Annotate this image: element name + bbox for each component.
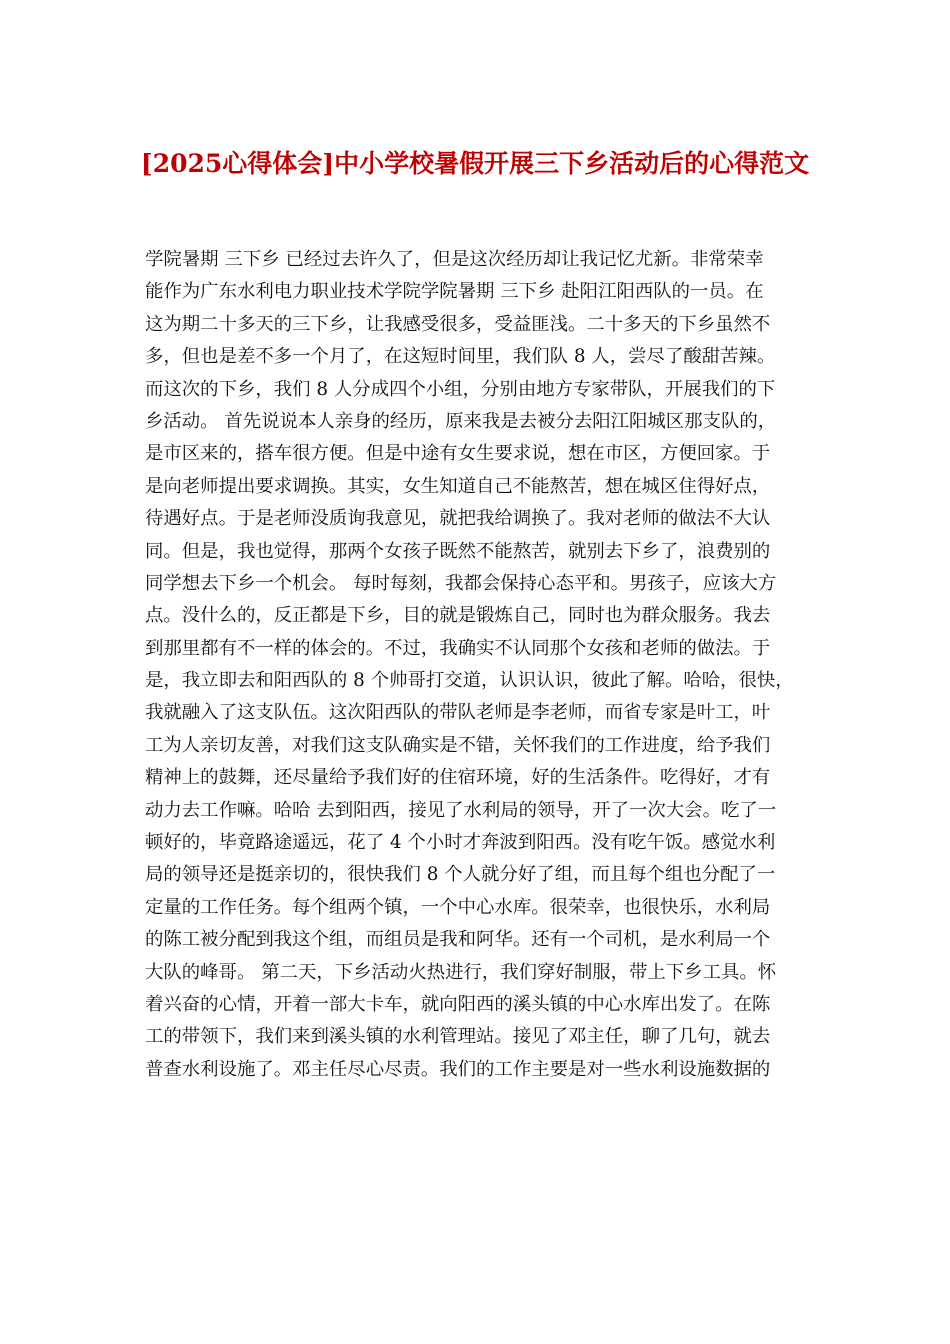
body-line: 局的领导还是挺亲切的，很快我们 8 个人就分好了组，而且每个组也分配了一	[145, 864, 776, 886]
body-line: 我就融入了这支队伍。这次阳西队的带队老师是李老师，而省专家是叶工，叶	[145, 702, 771, 724]
body-line: 能作为广东水利电力职业技术学院学院暑期 三下乡 赴阳江阳西队的一员。在	[145, 281, 764, 303]
body-line: 是向老师提出要求调换。其实，女生知道自己不能熬苦，想在城区住得好点，	[145, 475, 771, 497]
body-line: 同。但是，我也觉得，那两个女孩子既然不能熬苦，就别去下乡了，浪费别的	[145, 540, 771, 562]
body-line: 大队的峰哥。 第二天，下乡活动火热进行，我们穿好制服，带上下乡工具。怀	[145, 961, 777, 983]
body-line: 定量的工作任务。每个组两个镇，一个中心水库。很荣幸，也很快乐，水利局	[145, 896, 771, 918]
body-line: 点。没什么的，反正都是下乡，目的就是锻炼自己，同时也为群众服务。我去	[145, 605, 771, 627]
body-line: 这为期二十多天的三下乡，让我感受很多，受益匪浅。二十多天的下乡虽然不	[145, 313, 771, 335]
body-line: 乡活动。 首先说说本人亲身的经历，原来我是去被分去阳江阳城区那支队的，	[145, 410, 777, 432]
body-line: 着兴奋的心情，开着一部大卡车，就向阳西的溪头镇的中心水库出发了。在陈	[145, 993, 771, 1015]
body-line: 是，我立即去和阳西队的 8 个帅哥打交道，认识认识，彼此了解。哈哈，很快，	[145, 670, 794, 692]
body-line: 普查水利设施了。邓主任尽心尽责。我们的工作主要是对一些水利设施数据的	[145, 1058, 771, 1080]
body-line: 精神上的鼓舞，还尽量给予我们好的住宿环境，好的生活条件。吃得好，才有	[145, 767, 771, 789]
body-line: 待遇好点。于是老师没质询我意见，就把我给调换了。我对老师的做法不大认	[145, 508, 771, 530]
body-line: 多，但也是差不多一个月了，在这短时间里，我们队 8 人，尝尽了酸甜苦辣。	[145, 346, 776, 368]
body-line: 同学想去下乡一个机会。 每时每刻，我都会保持心态平和。男孩子，应该大方	[145, 572, 777, 594]
body-line: 而这次的下乡，我们 8 人分成四个小组，分别由地方专家带队，开展我们的下	[145, 378, 776, 400]
document-title: [2025心得体会]中小学校暑假开展三下乡活动后的心得范文	[140, 149, 810, 178]
body-line: 动力去工作嘛。哈哈 去到阳西，接见了水利局的领导，开了一次大会。吃了一	[145, 799, 777, 821]
body-line: 的陈工被分配到我这个组，而组员是我和阿华。还有一个司机，是水利局一个	[145, 929, 771, 951]
body-line: 顿好的，毕竟路途遥远，花了 4 个小时才奔波到阳西。没有吃午饭。感觉水利	[145, 832, 776, 854]
document-body	[145, 244, 807, 1086]
body-line: 学院暑期 三下乡 已经过去许久了，但是这次经历却让我记忆尤新。非常荣幸	[145, 249, 764, 270]
body-line: 工为人亲切友善，对我们这支队确实是不错，关怀我们的工作进度，给予我们	[145, 734, 771, 756]
body-line: 是市区来的，搭车很方便。但是中途有女生要求说，想在市区，方便回家。于	[145, 443, 771, 465]
body-line: 到那里都有不一样的体会的。不过，我确实不认同那个女孩和老师的做法。于	[145, 637, 771, 659]
body-line: 工的带领下，我们来到溪头镇的水利管理站。接见了邓主任，聊了几句，就去	[145, 1026, 771, 1048]
